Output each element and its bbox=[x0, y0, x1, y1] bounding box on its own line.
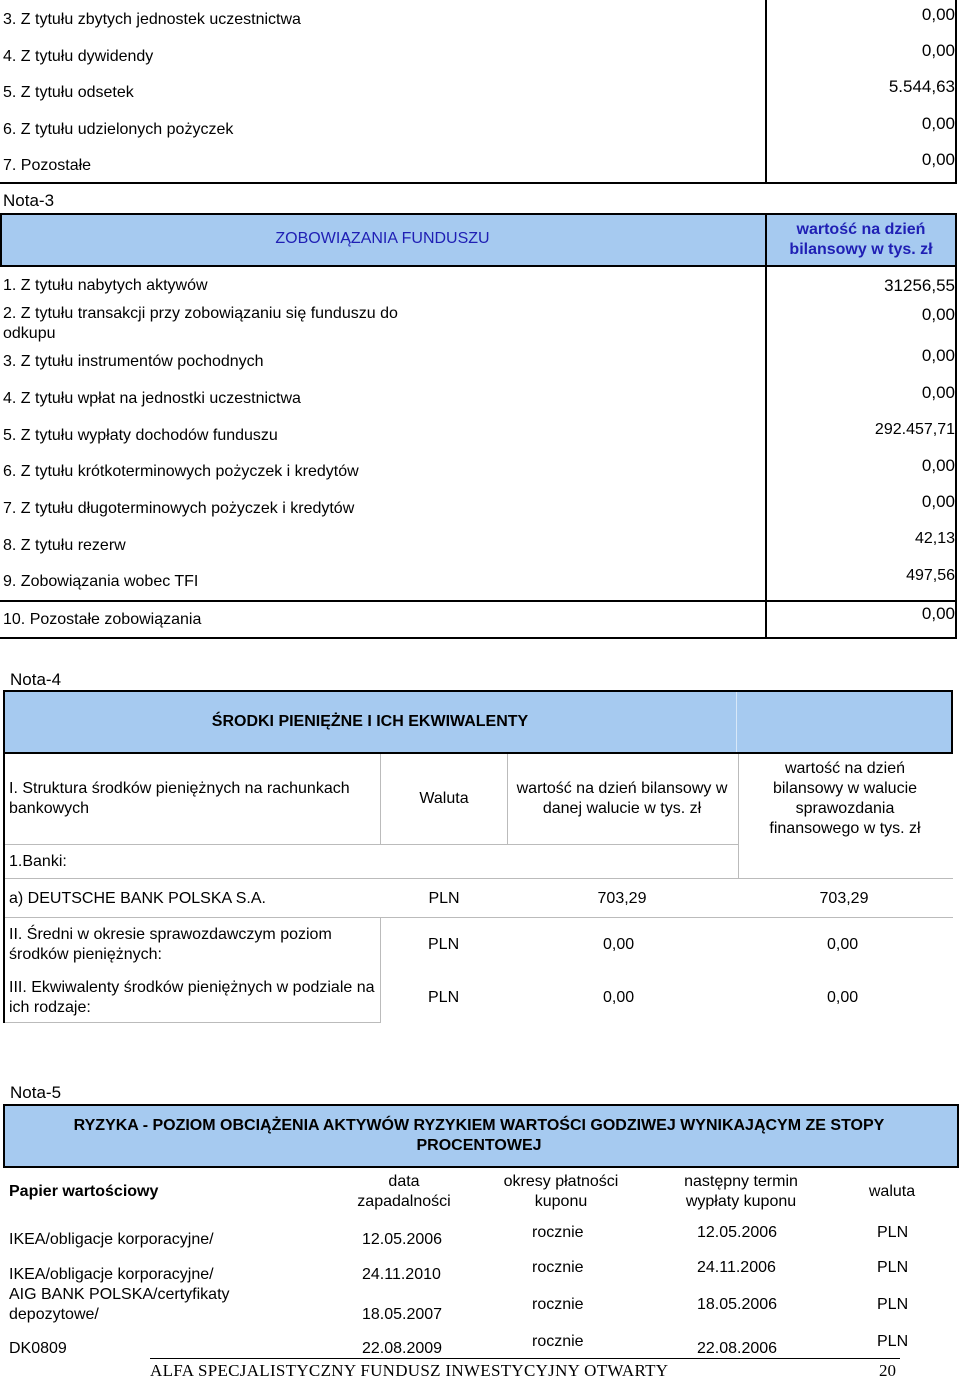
nota3-row-label: 2. Z tytułu transakcji przy zobowiązaniu się funduszu do odkupu bbox=[3, 305, 398, 342]
nota5-row-period: rocznie bbox=[532, 1296, 584, 1313]
nota4-header-inner-line bbox=[736, 692, 737, 752]
nota4-equiv-label: III. Ekwiwalenty środków pieniężnych w podziale na ich rodzaje: bbox=[9, 979, 375, 1016]
top-row-label: 3. Z tytułu zbytych jednostek uczestnictwa bbox=[3, 11, 301, 28]
nota3-column-divider bbox=[765, 213, 767, 639]
nota5-row-currency: PLN bbox=[877, 1259, 909, 1276]
nota5-row-paper: IKEA/obligacje korporacyjne/ bbox=[9, 1231, 214, 1248]
nota4-bank-value: 703,29 bbox=[597, 890, 647, 907]
nota4-equiv-value-pln: 0,00 bbox=[827, 989, 859, 1006]
nota3-row-value: 0,00 bbox=[921, 456, 955, 475]
nota4-header-title: ŚRODKI PIENIĘŻNE I ICH EKWIWALENTY bbox=[211, 713, 529, 730]
nota3-row-label: 7. Z tytułu długoterminowych pożyczek i kredytów bbox=[3, 500, 355, 517]
nota3-row-label: 5. Z tytułu wypłaty dochodów funduszu bbox=[3, 427, 278, 444]
nota3-bottom-border bbox=[0, 637, 957, 639]
nota4-row-line bbox=[5, 917, 953, 918]
nota4-bank-name: a) DEUTSCHE BANK POLSKA S.A. bbox=[9, 890, 266, 907]
nota4-avg-value-pln: 0,00 bbox=[827, 936, 859, 953]
nota3-right-border bbox=[955, 213, 957, 639]
nota5-row-paper: IKEA/obligacje korporacyjne/ bbox=[9, 1266, 214, 1283]
top-column-divider bbox=[765, 0, 767, 183]
nota3-row-label: 3. Z tytułu instrumentów pochodnych bbox=[3, 353, 264, 370]
top-row-label: 7. Pozostałe bbox=[3, 157, 92, 174]
nota3-row-value: 0,00 bbox=[921, 305, 955, 324]
nota4-col-line bbox=[380, 917, 381, 1023]
nota3-row-value: 497,56 bbox=[906, 567, 955, 584]
nota4-avg-currency: PLN bbox=[428, 936, 460, 953]
nota5-row-currency: PLN bbox=[877, 1224, 909, 1241]
nota4-avg-label: II. Średni w okresie sprawozdawczym poziom środków pieniężnych: bbox=[9, 926, 332, 963]
nota3-row-label: 8. Z tytułu rezerw bbox=[3, 537, 126, 554]
nota3-header-value-line2: bilansowy w tys. zł bbox=[789, 241, 933, 258]
nota5-row-maturity: 12.05.2006 bbox=[362, 1231, 443, 1248]
nota3-row-label: 4. Z tytułu wpłat na jednostki uczestnictwa bbox=[3, 390, 301, 407]
nota4-col-structure: I. Struktura środków pieniężnych na rachunkach bankowych bbox=[9, 780, 350, 817]
nota5-header-right-border bbox=[957, 1104, 959, 1168]
nota4-col-line bbox=[738, 754, 739, 879]
nota4-row-line bbox=[5, 1022, 381, 1023]
nota3-row-value: 0,00 bbox=[921, 492, 955, 511]
nota4-col-line bbox=[507, 754, 508, 845]
nota3-row-value: 0,00 bbox=[921, 383, 955, 402]
top-row-label: 4. Z tytułu dywidendy bbox=[3, 48, 154, 65]
top-row-label: 5. Z tytułu odsetek bbox=[3, 84, 134, 101]
nota5-col-paper: Papier wartościowy bbox=[9, 1183, 159, 1200]
nota5-col-currency: waluta bbox=[868, 1183, 916, 1200]
nota5-row-period: rocznie bbox=[532, 1259, 584, 1276]
nota5-row-next: 22.08.2006 bbox=[697, 1340, 778, 1357]
nota5-col-coupon-period: okresy płatności kuponu bbox=[503, 1173, 619, 1210]
nota5-row-maturity: 24.11.2010 bbox=[362, 1266, 441, 1283]
nota3-row-label: 10. Pozostałe zobowiązania bbox=[3, 611, 202, 628]
top-row-label: 6. Z tytułu udzielonych pożyczek bbox=[3, 121, 234, 138]
top-row-value: 5.544,63 bbox=[888, 77, 955, 96]
nota5-col-maturity: data zapadalności bbox=[357, 1173, 451, 1210]
nota5-row-paper: DK0809 bbox=[9, 1340, 67, 1357]
nota4-row-line bbox=[5, 878, 953, 879]
nota5-row-maturity: 18.05.2007 bbox=[362, 1306, 443, 1323]
nota4-col-value-pln: wartość na dzień bilansowy w walucie sprawozdania finansowego w tys. zł bbox=[769, 760, 921, 837]
nota4-label: Nota-4 bbox=[10, 670, 62, 689]
nota4-bank-value-pln: 703,29 bbox=[819, 890, 869, 907]
nota5-row-period: rocznie bbox=[532, 1224, 584, 1241]
nota5-label: Nota-5 bbox=[10, 1083, 62, 1102]
nota3-row-divider bbox=[0, 600, 957, 602]
nota3-row-label: 1. Z tytułu nabytych aktywów bbox=[3, 277, 208, 294]
nota5-header-bottom-border bbox=[3, 1166, 959, 1168]
nota3-header-value-line1: wartość na dzień bbox=[796, 221, 926, 238]
nota5-row-currency: PLN bbox=[877, 1333, 909, 1350]
top-right-border bbox=[955, 0, 957, 183]
nota3-row-value: 292.457,71 bbox=[874, 421, 955, 438]
top-row-value: 0,00 bbox=[921, 5, 955, 24]
nota3-row-label: 9. Zobowiązania wobec TFI bbox=[3, 573, 199, 590]
top-bottom-border bbox=[0, 182, 957, 184]
nota3-row-label: 6. Z tytułu krótkoterminowych pożyczek i kredytów bbox=[3, 463, 359, 480]
nota5-row-next: 24.11.2006 bbox=[697, 1259, 776, 1276]
nota5-row-paper: AIG BANK POLSKA/certyfikaty depozytowe/ bbox=[9, 1286, 230, 1323]
nota3-label: Nota-3 bbox=[3, 191, 55, 210]
footer-page-number: 20 bbox=[879, 1361, 896, 1380]
top-row-value: 0,00 bbox=[921, 114, 955, 133]
nota3-header-bottom-border bbox=[0, 265, 957, 267]
nota4-bank-currency: PLN bbox=[428, 890, 460, 907]
nota4-avg-value: 0,00 bbox=[603, 936, 635, 953]
nota4-row-line bbox=[5, 844, 738, 845]
nota4-equiv-currency: PLN bbox=[428, 989, 460, 1006]
nota5-row-period: rocznie bbox=[532, 1333, 584, 1350]
nota4-col-value: wartość na dzień bilansowy w danej walucie w tys. zł bbox=[516, 780, 728, 817]
top-row-value: 0,00 bbox=[921, 41, 955, 60]
nota4-col-currency: Waluta bbox=[419, 790, 469, 807]
nota4-header-right-border bbox=[951, 690, 953, 754]
nota4-banks-label: 1.Banki: bbox=[9, 853, 67, 870]
footer-rule bbox=[150, 1358, 900, 1359]
top-row-value: 0,00 bbox=[921, 150, 955, 169]
nota5-row-currency: PLN bbox=[877, 1296, 909, 1313]
nota4-equiv-value: 0,00 bbox=[603, 989, 635, 1006]
nota5-header-title: RYZYKA - POZIOM OBCIĄŻENIA AKTYWÓW RYZYKIEM WARTOŚCI GODZIWEJ WYNIKAJĄCYM ZE STOPY PROCENTOWEJ bbox=[73, 1117, 885, 1154]
nota3-row-value: 0,00 bbox=[921, 346, 955, 365]
nota4-header-bottom-border bbox=[3, 752, 953, 754]
nota3-row-value: 31256,55 bbox=[884, 276, 955, 295]
nota3-row-value: 42,13 bbox=[914, 530, 955, 547]
nota3-row-value: 0,00 bbox=[921, 604, 955, 623]
nota5-row-maturity: 22.08.2009 bbox=[362, 1340, 443, 1357]
nota5-col-next-coupon: następny termin wypłaty kuponu bbox=[684, 1173, 798, 1210]
nota5-row-next: 12.05.2006 bbox=[697, 1224, 778, 1241]
nota3-header-title: ZOBOWIĄZANIA FUNDUSZU bbox=[275, 230, 490, 247]
nota5-row-next: 18.05.2006 bbox=[697, 1296, 778, 1313]
footer-fund-name: ALFA SPECJALISTYCZNY FUNDUSZ INWESTYCYJNY OTWARTY bbox=[150, 1361, 669, 1380]
nota3-header-top-border bbox=[0, 213, 957, 215]
